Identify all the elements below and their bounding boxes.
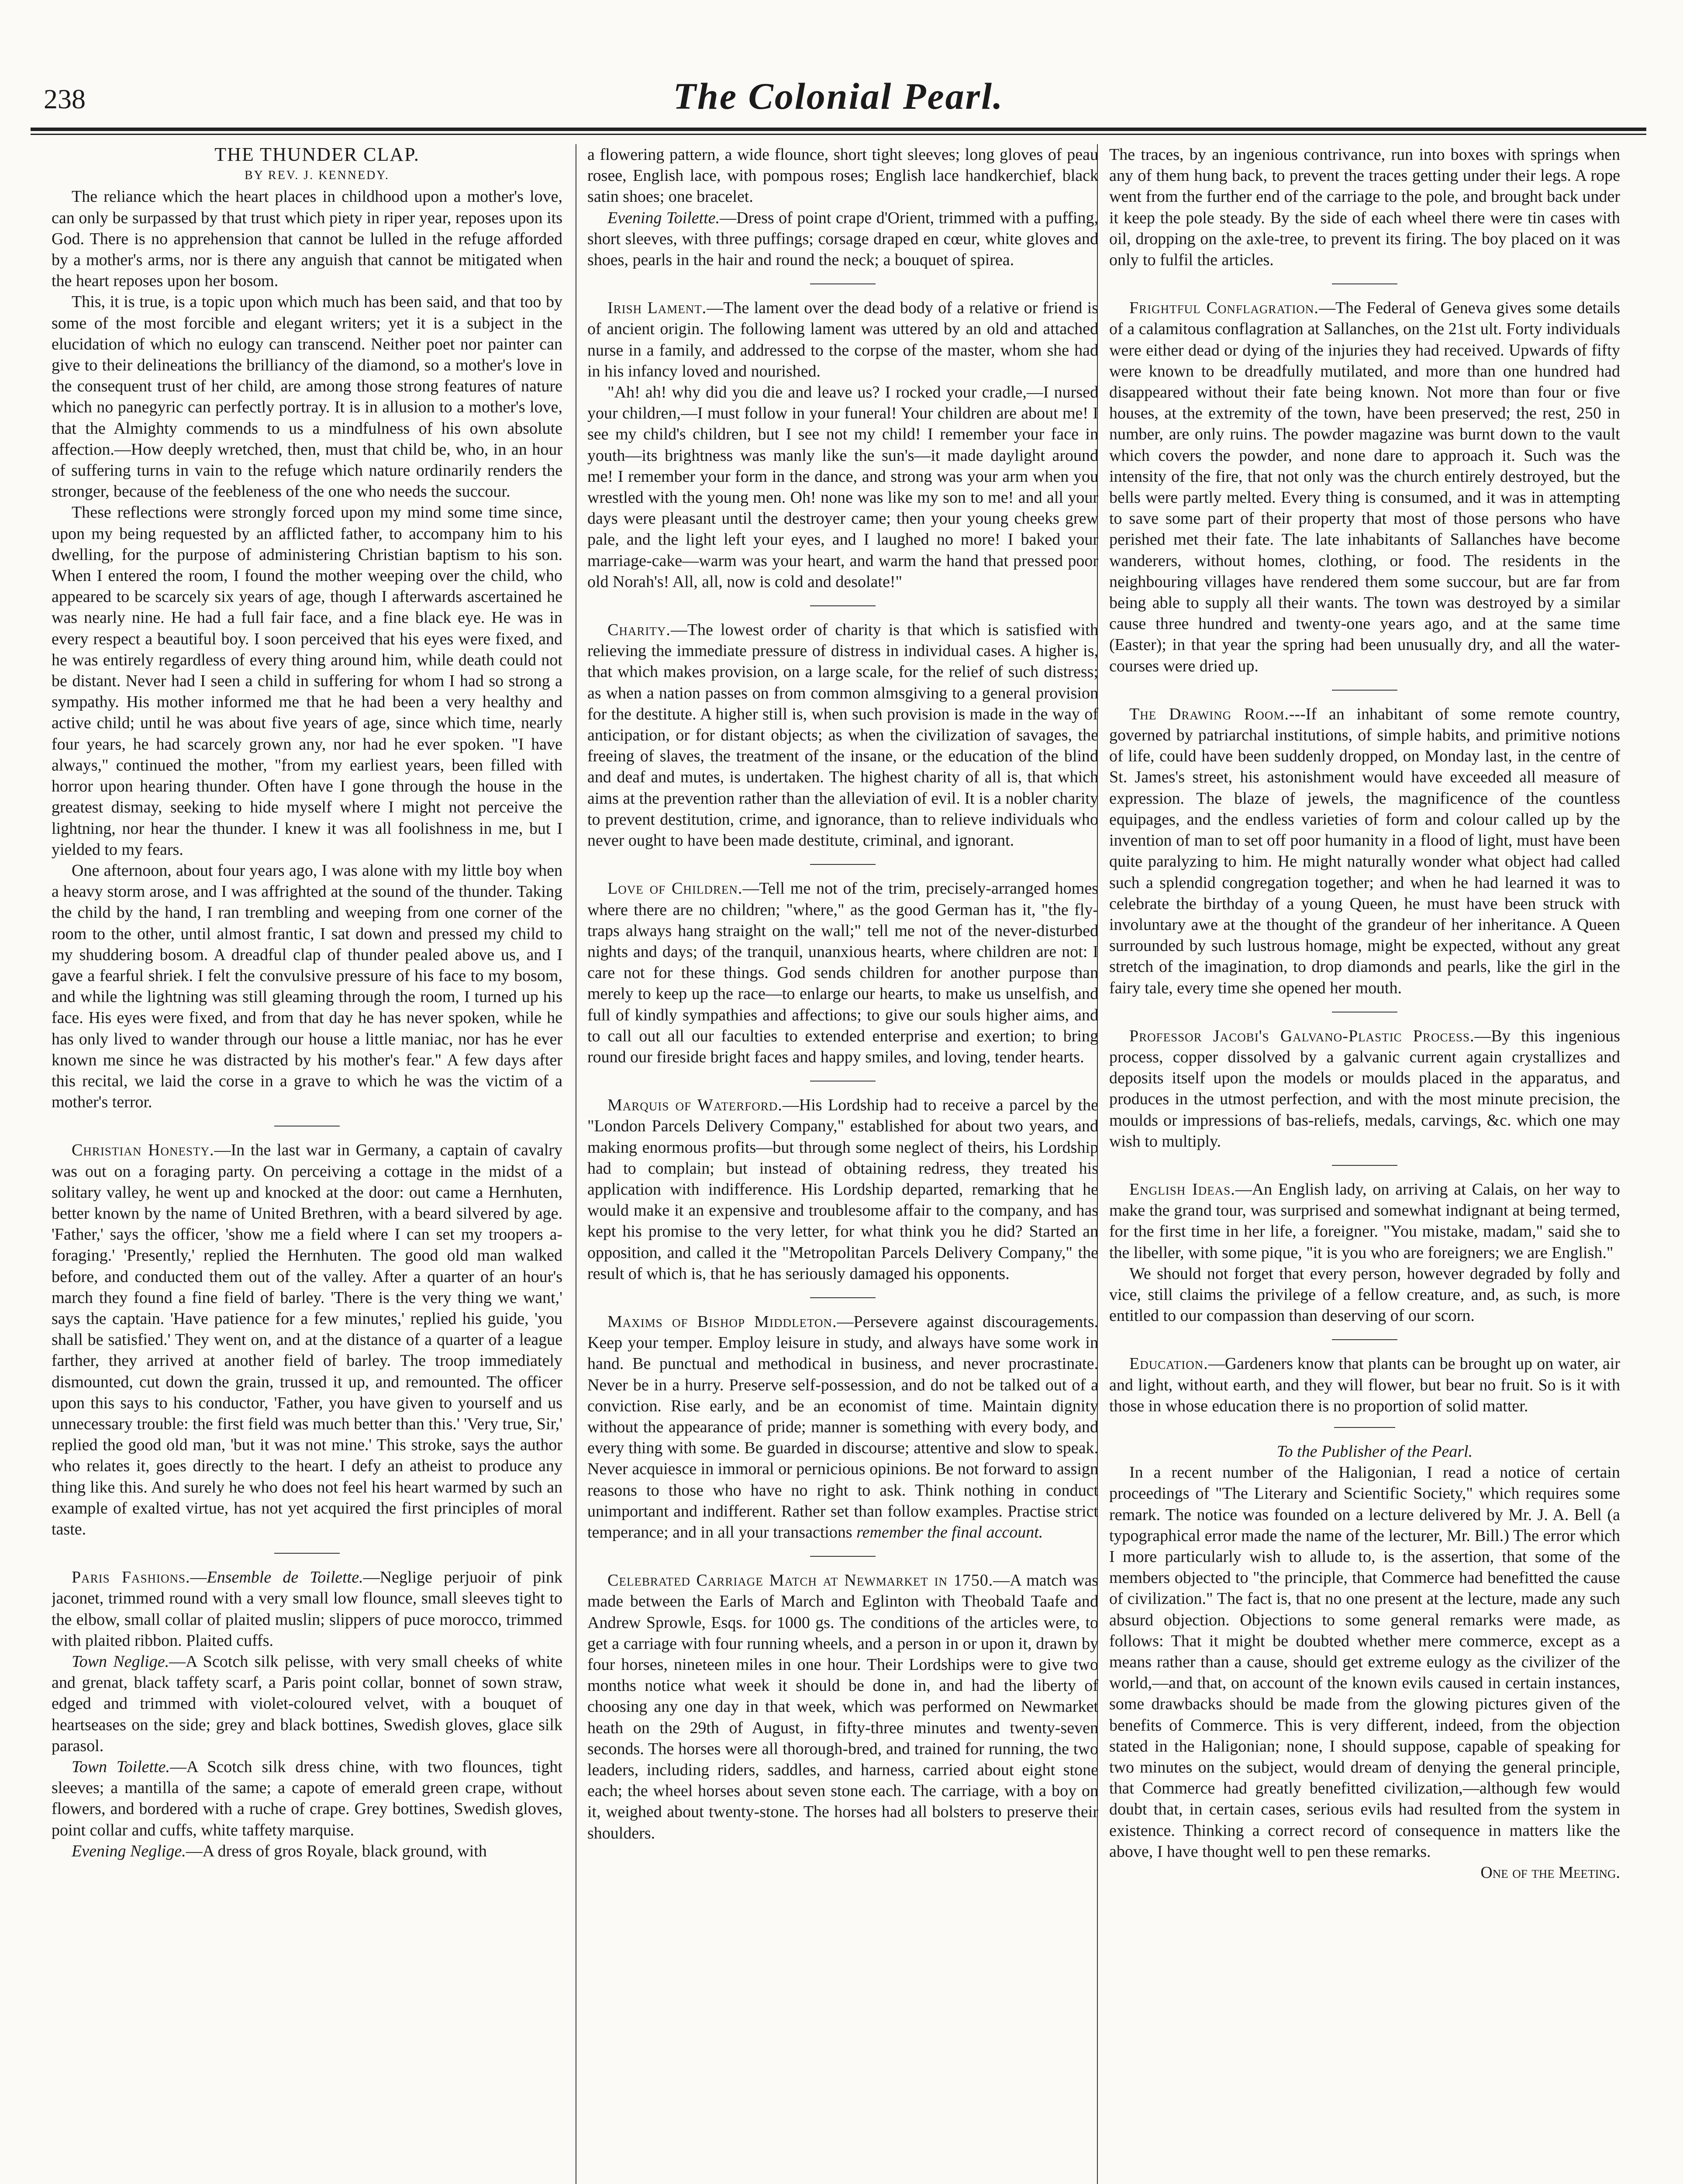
article-heading: Marquis of Waterford. — [607, 1096, 783, 1115]
article-drawing-room — [1109, 704, 1620, 999]
paragraph: —A Scotch silk pelisse, with very small cheeks of white and grenat, black taffety scarf, a Paris point collar, bonnet of sown straw, edged and trimmed with violet-coloured velvet, with a bouquet of heartseases on the side; grey and black bottines, Swedish gloves, glace silk parasol. — [52, 1652, 562, 1755]
article-body: —The Federal of Geneva gives some details of a calamitous conflagration at Sallanches, on the 21st ult. Forty individuals were either dead or dying of the injuries they had received. Upwards of fifty were known to be dreadfully mutilated, and more than one hundred had disappeared without their fate being known. Not more than four or five houses, at the extremity of the town, have been preserved; the rest, 250 in number, are only ruins. The powder magazine was burnt down to the vault which covers the powder, and none dare to approach it. Such was the intensity of the fire, that not only was the church entirely destroyed, but the bells were partly melted. Every thing is consumed, and it was in attempting to save some part of their property that most of those persons who have perished met their fate. The late inhabitants of Sallanches have become wanderers, without homes, clothing, or food. The residents in the neighbouring villages have rendered them some succour, but are far from being able to supply all their wants. The town was destroyed by a similar cause three hundred and twenty-one years ago, and at the same time (Easter); in that year the spring had been unusually dry, and all the water-courses were dried up. — [1109, 299, 1620, 675]
article-heading: Charity. — [607, 621, 671, 639]
paragraph: In a recent number of the Haligonian, I read a notice of certain proceedings of "The Literary and Scientific Society," which requires some remark. The notice was founded on a lecture delivered by Mr. J. A. Bell (a typographical error made the name of the lecturer, Mr. Bill.) The error which I more particularly wish to allude to, is the assertion, that some of the members objected to "the principle, that Commerce had benefitted the cause of civilization." The fact is, that no one present at the lecture, made any such absurd objection. Objections to some general remarks were made, as follows: That it might be doubted whether mere commerce, except as a means rather than a cause, should get extreme eulogy as the civilizer of the world,—and that, on account of the known evils caused in certain instances, some drawbacks should be made from the glowing pictures given of the benefits of Commerce. This is very different, indeed, from the objection stated in the Haligonian; none, I should suppose, capable of speaking for two minutes on the subject, would dream of denying the general principle, that Commerce had greatly benefitted civilization,—although few would doubt that, in certain cases, serious evils had resulted from the system in existence. Thinking a correct record of consequence in matters like the above, I have thought well to pen these remarks. — [1109, 1463, 1620, 1861]
article-irish-lament — [587, 297, 1098, 592]
section-label: Evening Toilette. — [607, 208, 720, 227]
page-number: 238 — [44, 83, 86, 114]
article-maxims — [587, 1311, 1098, 1543]
article-love-of-children — [587, 878, 1098, 1068]
article-christian-honesty — [52, 1140, 562, 1540]
article-separator — [810, 864, 876, 865]
article-body: —Tell me not of the trim, precisely-arranged homes where there are no children; "where," as the good German has it, "the fly-traps always hang straight on the wall;" tell me not of the never-disturbed nights and days; of the tranquil, unanxious hearts, where children are not: I care not for these things. God sends children for another purpose than merely to keep up the race—to enlarge our hearts, to make us unselfish, and full of kindly sympathies and affections; to give our souls higher aims, and to call out all our faculties to extended enterprise and exertion; to bring round our fireside bright faces and happy smiles, and loving, tender hearts. — [587, 879, 1098, 1066]
paragraph: We should not forget that every person, however degraded by folly and vice, still claims the privilege of a fellow creature, and, as such, is more entitled to our compassion than deserving of our scorn. — [1109, 1264, 1620, 1325]
article-separator — [1332, 1012, 1397, 1013]
article-charity — [587, 619, 1098, 851]
article-heading: Education. — [1129, 1355, 1208, 1373]
article-body-italic: remember the final account. — [856, 1523, 1043, 1541]
header-rule-thin — [31, 134, 1646, 135]
article-heading: Celebrated Carriage Match at Newmarket in 1750. — [607, 1571, 993, 1590]
paragraph: This, it is true, is a topic upon which much has been said, and that too by some of the most forcible and elegant writers; yet it is a subject in the elucidation of which no eulogy can transcend. Neither poet nor painter can give to their delineations the brilliancy of the diamond, so a mother's love in the consequent trust of her child, are among those strong features of nature which no panegyric can perfectly portray. It is in allusion to a mother's love, that the Almighty commends to us a mindfulness of his own absolute affection.—How deeply wretched, then, must that child be, who, in an hour of suffering turns in vain to the refuge which nature ordinarily renders the stronger, because of the feebleness of the one who needs the succour. — [52, 293, 562, 501]
article-title: THE THUNDER CLAP. — [214, 144, 420, 165]
paragraph: One afternoon, about four years ago, I was alone with my little boy when a heavy storm arose, and I was affrighted at the sound of the thunder. Taking the child by the hand, I ran trembling and weeping from one corner of the room to the other, until almost frantic, I sat down and pressed my child to my shuddering bosom. A dreadful clap of thunder pealed above us, and I gave a fearful shriek. I felt the convulsive pressure of his face to my bosom, and while the lightning was still gleaming through the room, I turned up his face. His eyes were fixed, and from that day he has never spoken, while he has only lived to wander through our house a little maniac, nor has he ever known me since he was distracted by his mother's fear." A few days after this recital, we laid the corse in a grave to which he was the victim of a mother's terror. — [52, 861, 562, 1112]
article-carriage-match-continued — [1109, 144, 1620, 270]
article-galvano-plastic — [1109, 1026, 1620, 1152]
article-body: —The lowest order of charity is that which is satisfied with relieving the immediate pressure of distress in individual cases. A higher is, that which makes provision, on a large scale, for the relief of such distress; as when a nation passes on from common almsgiving to a general provision for the destitute. A higher still is, when such provision is made in the way of anticipation, or for distant objects; as when the civilization of savages, the freeing of slaves, the treatment of the insane, or the education of the blind and deaf and mutes, is undertaken. The highest charity of all is, that which aims at the prevention rather than the alleviation of evil. It is a nobler charity to prevent destitution, crime, and ignorance, than to relieve individuals who never ought to have been made destitute, criminal, and ignorant. — [587, 621, 1098, 850]
article-english-ideas — [1109, 1179, 1620, 1326]
article-separator — [810, 1297, 876, 1298]
article-body: ---If an inhabitant of some remote country, governed by patriarchal institutions, of simple habits, and primitive notions of life, could have been suddenly dropped, on Monday last, in the centre of St. James's street, his astonishment would have exceeded all measure of expression. The blaze of jewels, the magnificence of the countless equipages, and the endless varieties of form and colour called up by the invention of man to set off poor humanity in a flood of light, must have been quite paralyzing to him. He might naturally wonder what object had called such a splendid congregation together; and when he had learned it was to celebrate the birthday of a young Queen, he must have been struck with involuntary awe at the thought of the grandeur of her inheritance. A Queen surrounded by such lustrous homage, might be expected, without any great stretch of the imagination, to drop diamonds and pearls, like the girl in the fairy tale, every time she opened her mouth. — [1109, 705, 1620, 997]
column-2 — [587, 144, 1098, 2184]
article-separator — [1332, 690, 1397, 691]
article-separator — [1332, 283, 1397, 284]
letter-salutation: To the Publisher of the Pearl. — [1276, 1442, 1473, 1461]
paragraph: The reliance which the heart places in childhood upon a mother's love, can only be surpassed by that trust which piety in riper year, reposes upon its God. There is no apprehension that cannot be lulled in the refuge afforded by a mother's arms, nor is there any anguish that cannot be mitigated when the heart reposes upon her bosom. — [52, 187, 562, 290]
article-heading: Irish Lament. — [607, 299, 707, 318]
article-body: —A match was made between the Earls of March and Eglinton with Theobald Taafe and Andrew Sprowle, Esqs. for 1000 gs. The conditions of the articles were, to get a carriage with four running wheels, and a person in or upon it, drawn by four horses, nineteen miles in one hour. Their Lordships were to give two months notice what week it should be done in, and had the liberty of choosing any one day in that week, which was performed on Newmarket heath on the 29th of August, in fifty-three minutes and twenty-seven seconds. The horses were all thorough-bred, and trained for running, the two leaders, including riders, saddles, and harness, carried about eight stone each; the wheel horses about seven stone each. The carriage, with a boy on it, weighed about twenty-stone. The horses had all bolsters to preserve their shoulders. — [587, 1571, 1098, 1842]
paragraph: The traces, by an ingenious contrivance, run into boxes with springs when any of them hung back, to prevent the traces getting under their legs. A rope went from the further end of the carriage to the pole, and brought back under it keep the pole steady. By the side of each wheel there were tin cases with oil, dropping on the axle-tree, to prevent its firing. The boy placed on it was only to fulfil the articles. — [1109, 145, 1620, 270]
paragraph: a flowering pattern, a wide flounce, short tight sleeves; long gloves of peau rosee, English lace, with pompous roses; English lace handkerchief, black satin shoes; one bracelet. — [587, 145, 1098, 206]
article-heading: Professor Jacobi's Galvano-Plastic Process. — [1129, 1026, 1475, 1045]
article-body: —By this ingenious process, copper dissolved by a galvanic current again crystallizes and deposits itself upon the models or moulds placed in the apparatus, and produces in the utmost perfection, and with the most minute precision, the moulds or impressions of bas-reliefs, medals, carvings, &c. which one may wish to multiply. — [1109, 1026, 1620, 1151]
letter-signature: One of the Meeting. — [1480, 1863, 1620, 1882]
article-frightful-conflagration — [1109, 297, 1620, 677]
article-body: —The lament over the dead body of a relative or friend is of ancient origin. The following lament was uttered by an old and attached nurse in a family, and addressed to the corpse of the master, whom she had in his infancy loved and nourished. — [587, 299, 1098, 380]
article-paris-fashions-continued — [587, 144, 1098, 270]
article-body: —In the last war in Germany, a captain of cavalry was out on a foraging party. On perceiving a cottage in the midst of a solitary valley, he went up and knocked at the door: out came a Hernhuten, better known by the name of United Brethren, with a beard silvered by age. 'Father,' says the officer, 'show me a field where I can set my troopers a-foraging.' 'Presently,' replied the Hernhuten. The good old man walked before, and conducted them out of the valley. After a quarter of an hour's march they found a fine field of barley. 'There is the very thing we want,' says the captain. 'Have patience for a few minutes,' replied his guide, 'you shall be satisfied.' They went on, and at the distance of a quarter of a league farther, they arrived at another field of barley. The troop immediately dismounted, cut down the grain, trussed it up, and remounted. The officer upon this says to his conductor, 'Father, you have given to yourself and us unnecessary trouble: the first field was much better than this.' 'Very true, Sir,' replied the good old man, 'but it was not mine.' This stroke, says the author who relates it, goes directly to the heart. I defy an atheist to produce any thing like this. And surely he who does not feel his heart warmed by such an example of exalted virtue, has not yet acquired the first principles of moral taste. — [52, 1141, 562, 1538]
article-subheading: Ensemble de Toilette. — [207, 1568, 363, 1587]
article-heading: Christian Honesty. — [72, 1141, 214, 1160]
section-label: Town Neglige. — [72, 1652, 169, 1671]
article-separator — [810, 1081, 876, 1082]
article-carriage-match — [587, 1570, 1098, 1844]
header-rule-thick — [31, 128, 1646, 131]
article-separator — [274, 1126, 340, 1127]
article-letter-to-publisher — [1109, 1441, 1620, 1883]
article-body: —His Lordship had to receive a parcel by the "London Parcels Delivery Company," established for about two years, and making enormous profits—but through some neglect of theirs, his Lordship had to complain; but instead of obtaining redress, they treated his application with indifference. His Lordship departed, remarking that he would make it an expensive and troublesome affair to the company, and has kept his promise to the very letter, for what think you he did? Started an opposition, and called it the "Metropolitan Parcels Delivery Company," the result of which is, that he has seriously damaged his opponents. — [587, 1096, 1098, 1283]
article-education — [1109, 1353, 1620, 1417]
article-separator — [1332, 1339, 1397, 1340]
paragraph: —A dress of gros Royale, black ground, with — [186, 1842, 487, 1860]
article-body: —Persevere against discouragements. Keep your temper. Employ leisure in study, and always have some work in hand. Be punctual and methodical in business, and never procrastinate. Never be in a hurry. Preserve self-possession, and do not be talked out of a conviction. Rise early, and be an economist of time. Maintain dignity without the appearance of pride; manner is something with every body, and every thing with some. Be guarded in discourse; attentive and slow to speak. Never acquiesce in immoral or pernicious opinions. Be not forward to assign reasons to those who have no right to ask. Think nothing in conduct unimportant and indifferent. Rather set than follow examples. Practise strict temperance; and in all your transactions — [587, 1312, 1098, 1541]
paragraph: "Ah! ah! why did you die and leave us? I rocked your cradle,—I nursed your children,—I must follow in your funeral! Your children are about me! I see my child's children, but I see not my child! I remember your face in youth—its brightness was manly like the sun's—it made daylight around me! I remember your form in the dance, and strong was your arm when you wrestled with the young men. Oh! none was like my son to me! and all your days were pleasant until the destroyer came; then your young cheeks grew pale, and the light left your eyes, and I laughed no more! I baked your marriage-cake—warm was your heart, and warm the hand that pressed poor old Norah's! All, all, now is cold and desolate!" — [587, 383, 1098, 591]
column-3 — [1109, 144, 1620, 2184]
article-body: —An English lady, on arriving at Calais, on her way to make the grand tour, was surprised and somewhat indignant at being termed, for the first time in her life, a foreigner. "You mistake, madam," said she to the libeller, with some pique, "it is you who are foreigners; we are English." — [1109, 1180, 1620, 1262]
paragraph: These reflections were strongly forced upon my mind some time since, upon my being requested by an afflicted father, to accompany him to his dwelling, for the purpose of administering Christian baptism to his son. When I entered the room, I found the mother weeping over the child, who appeared to be scarcely six years of age, though I afterwards ascertained he was nearly nine. He had a full fair face, and a fine black eye. He was in every respect a beautiful boy. I soon perceived that his eyes were fixed, and he was entirely regardless of every thing around him, while death could not be distant. Never had I seen a child in suffering for whom I had so strong a sympathy. His mother informed me that he had been a very healthy and active child; until he was about five years of age, since which time, nearly four years, he had scarcely grown any, nor had he ever spoken. "I have always," continued the mother, "from my earliest years, been filled with horror upon hearing thunder. Often have I gone through the house in the greatest dismay, seeking to hide myself where I might not perceive the lightning, nor hear the thunder. I knew it was all foolishness in me, but I yielded to my fears. — [52, 503, 562, 859]
article-separator — [810, 283, 876, 284]
section-label: Town Toilette. — [72, 1758, 170, 1776]
column-1 — [52, 144, 562, 2184]
article-separator — [1332, 1165, 1397, 1166]
article-separator — [274, 1553, 340, 1554]
page-header — [31, 66, 1646, 118]
section-label: Evening Neglige. — [72, 1842, 186, 1860]
article-heading: Maxims of Bishop Middleton. — [607, 1312, 837, 1331]
article-byline: BY REV. J. KENNEDY. — [245, 169, 390, 183]
article-heading: Paris Fashions. — [72, 1568, 190, 1587]
article-paris-fashions: Paris Fashions.—Ensemble de Toilette.—Neglige perjuoir of pink jaconet, trimmed round with a very small low flounce, small sleeves tight to the elbow, small collar of plaited muslin; slippers of puce morocco, trimmed with plaited ribbon. Plaited cuffs. Town Neglige.—A Scotch silk pelisse, with very small cheeks of white and grenat, black taffety scarf, a Paris point collar, bonnet of sown straw, edged and trimmed with violet-coloured velvet, with a bouquet of heartseases on the side; grey and black bottines, Swedish gloves, glace silk parasol. Town Toilette.—A Scotch silk dress chine, with two flounces, tight sleeves; a mantilla of the same; a capote of emerald green crape, without flowers, and bordered with a ruche of crape. Grey bottines, Swedish gloves, point collar and cuffs, white taffety marquise. Evening Neglige.—A dress of gros Royale, black ground, with — [52, 1568, 562, 1860]
article-separator — [810, 605, 876, 606]
article-heading: English Ideas. — [1129, 1180, 1235, 1199]
paragraph: —Dress of point crape d'Orient, trimmed with a puffing, short sleeves, with three puffings; corsage draped en cœur, white gloves and shoes, pearls in the hair and round the neck; a bouquet of spirea. — [587, 208, 1098, 270]
article-heading: Frightful Conflagration. — [1129, 299, 1319, 318]
article-heading: Love of Children. — [607, 879, 743, 898]
paragraph: —A Scotch silk dress chine, with two flounces, tight sleeves; a mantilla of the same; a capote of emerald green crape, without flowers, and bordered with a ruche of crape. Grey bottines, Swedish gloves, point collar and cuffs, white taffety marquise. — [52, 1758, 562, 1839]
article-marquis-of-waterford — [587, 1095, 1098, 1284]
masthead-title: The Colonial Pearl. — [673, 75, 1004, 117]
article-body: —Neglige perjuoir of pink jaconet, trimmed round with a very small low flounce, small sleeves tight to the elbow, small collar of plaited muslin; slippers of puce morocco, trimmed with plaited ribbon. Plaited cuffs. — [52, 1568, 562, 1650]
article-separator — [1334, 1427, 1395, 1428]
article-heading: The Drawing Room. — [1129, 705, 1289, 723]
article-body: —Gardeners know that plants can be brought up on water, air and light, without earth, and they will flower, but bear no fruit. So is it with those in whose education there is no proportion of solid matter. — [1109, 1355, 1620, 1415]
article-thunder-clap — [52, 144, 562, 1113]
article-separator — [810, 1556, 876, 1557]
